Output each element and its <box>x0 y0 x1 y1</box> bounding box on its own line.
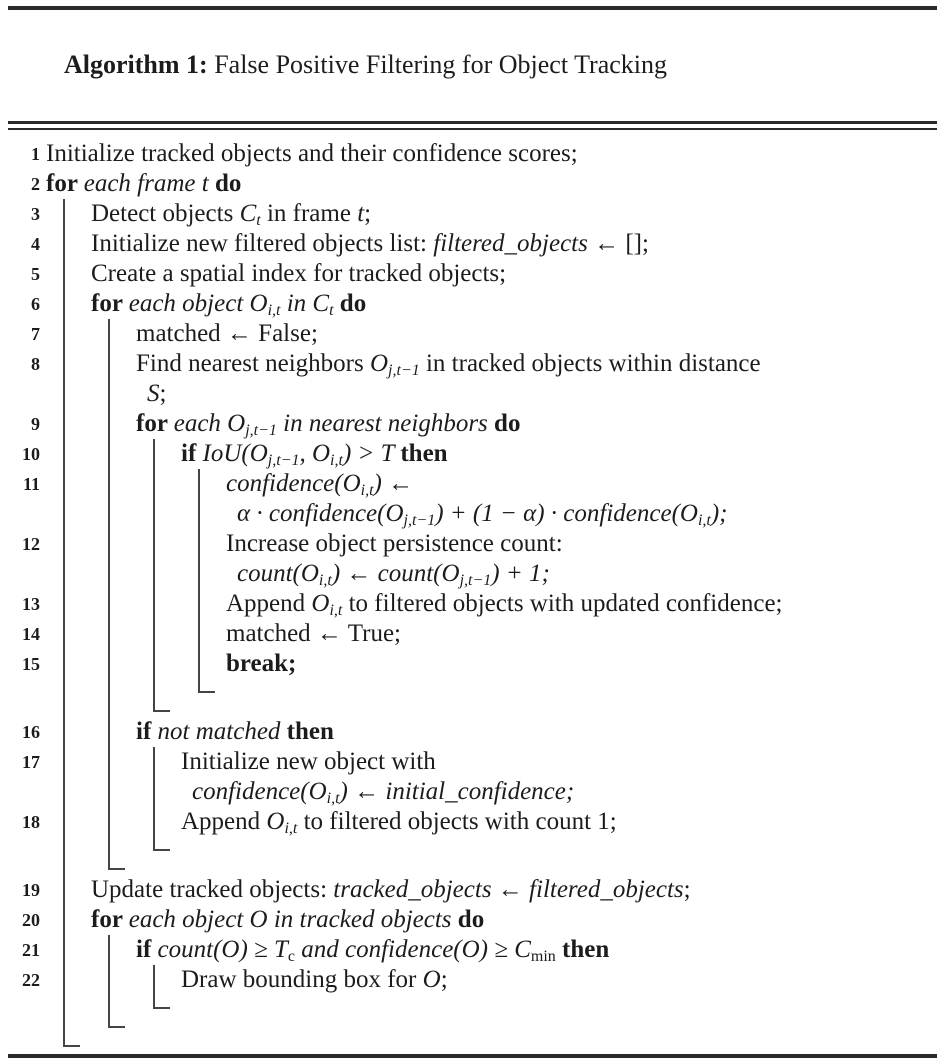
code-segment: Update tracked objects: <box>91 876 334 903</box>
statement-text <box>91 199 933 229</box>
code-segment: ); <box>710 500 728 527</box>
code-segment: Initialize new filtered objects list: <box>91 230 434 257</box>
algorithm-line-19 <box>22 875 933 905</box>
statement-text <box>91 289 933 319</box>
code-segment: t <box>256 211 261 229</box>
algorithm-figure <box>8 6 937 1058</box>
statement-text <box>181 439 933 469</box>
code-segment: S <box>147 380 160 407</box>
code-segment: i,t <box>329 601 343 619</box>
algorithm-line-4 <box>31 229 933 259</box>
line-number: 19 <box>22 880 40 900</box>
code-segment: j,t−1 <box>245 421 277 439</box>
line-number: 4 <box>31 234 40 254</box>
code-segment: ; <box>159 380 167 407</box>
code-segment: Append <box>181 808 267 835</box>
code-segment: then <box>555 936 610 963</box>
line-number: 3 <box>31 204 40 224</box>
statement-text <box>91 905 933 935</box>
code-segment: for <box>136 410 174 437</box>
code-segment: matched ← True; <box>226 620 401 647</box>
code-segment: each object O in tracked objects <box>128 906 458 933</box>
code-segment: tracked_objects <box>333 876 492 903</box>
statement-text <box>181 747 933 777</box>
code-segment: in frame <box>260 200 358 227</box>
code-segment: ) ← initial_confidence; <box>339 778 575 805</box>
statement-text <box>91 259 933 289</box>
code-segment: in tracked objects within distance <box>419 350 761 377</box>
code-segment: ; <box>683 876 691 903</box>
code-segment: if <box>181 440 203 467</box>
code-segment: Append <box>226 590 312 617</box>
line-number: 1 <box>31 144 40 164</box>
code-segment: in C <box>280 290 330 317</box>
algorithm-line-6 <box>31 289 933 319</box>
line-number: 11 <box>22 474 40 494</box>
algorithm-body <box>8 130 937 1054</box>
code-segment: C <box>239 200 257 227</box>
code-segment: ) > T <box>342 440 401 467</box>
code-segment: i,t <box>284 819 298 837</box>
code-segment: do <box>457 906 485 933</box>
code-segment: i,t <box>360 481 374 499</box>
code-segment: ← []; <box>587 230 649 257</box>
code-segment: t <box>329 301 334 319</box>
algorithm-line-22 <box>22 965 933 995</box>
statement-continuation <box>226 499 933 529</box>
statement-text <box>91 875 933 905</box>
line-number: 15 <box>22 654 40 674</box>
code-segment: count(O <box>237 560 319 587</box>
algorithm-block <box>22 935 933 1028</box>
code-segment: Initialize new object with <box>181 748 436 775</box>
algorithm-title-label: Algorithm 1: <box>64 50 208 79</box>
statement-text <box>226 469 933 499</box>
code-segment: , O <box>299 440 331 467</box>
statement-text <box>136 935 933 965</box>
code-segment: each object O <box>128 290 268 317</box>
block-end-tick <box>65 1033 80 1047</box>
algorithm-line-10 <box>22 439 933 469</box>
statement-text <box>91 229 933 259</box>
code-segment: for <box>46 170 84 197</box>
code-segment: matched ← False; <box>136 320 318 347</box>
code-segment: Detect objects <box>91 200 240 227</box>
algorithm-line-3 <box>31 199 933 229</box>
line-number: 20 <box>22 910 40 930</box>
code-segment: and confidence(O) ≥ C <box>295 936 531 963</box>
algorithm-line-11 <box>22 469 933 529</box>
line-number: 17 <box>22 752 40 772</box>
code-segment: not matched <box>157 718 287 745</box>
code-segment: in nearest neighbors <box>276 410 495 437</box>
code-segment: break; <box>226 650 297 677</box>
statement-text <box>226 649 933 679</box>
code-segment: α · confidence(O <box>237 500 404 527</box>
statement-continuation <box>181 777 933 807</box>
title-separator-rule <box>8 121 937 130</box>
line-number: 6 <box>31 294 40 314</box>
code-segment: to filtered objects with updated confidence; <box>342 590 783 617</box>
line-number: 16 <box>22 722 40 742</box>
code-segment: ; <box>440 966 448 993</box>
algorithm-line-8 <box>31 349 933 409</box>
statement-text <box>226 529 933 559</box>
line-number: 2 <box>31 174 40 194</box>
algorithm-line-14 <box>22 619 933 649</box>
algorithm-line-13 <box>22 589 933 619</box>
algorithm-line-9 <box>31 409 933 439</box>
statement-text <box>46 139 933 169</box>
code-segment: ; <box>364 200 372 227</box>
statement-text <box>46 169 933 199</box>
line-number: 13 <box>22 594 40 614</box>
block-end-tick <box>110 856 125 870</box>
algorithm-block <box>22 747 933 851</box>
code-segment: j,t−1 <box>459 571 492 589</box>
line-number: 9 <box>31 414 40 434</box>
code-segment: confidence(O <box>226 470 361 497</box>
algorithm-line-16 <box>22 717 933 747</box>
code-segment: c <box>287 947 296 965</box>
code-segment: Find nearest neighbors <box>136 350 370 377</box>
algorithm-line-2 <box>31 169 933 199</box>
algorithm-line-12 <box>22 529 933 589</box>
code-segment: if <box>136 718 158 745</box>
algorithm-line-1 <box>31 139 933 169</box>
code-segment: i,t <box>267 301 281 319</box>
line-number: 7 <box>31 324 40 344</box>
block-end-tick <box>110 1014 125 1028</box>
code-segment: confidence(O <box>192 778 327 805</box>
line-number: 12 <box>22 534 40 554</box>
algorithm-block <box>22 439 933 712</box>
statement-continuation <box>226 559 933 589</box>
statement-text <box>136 717 933 747</box>
code-segment: O <box>266 808 285 835</box>
code-segment: then <box>286 718 334 745</box>
code-segment: ) ← <box>373 470 414 497</box>
algorithm-block <box>22 469 933 693</box>
algorithm-line-15 <box>22 649 933 679</box>
code-segment: t <box>357 200 365 227</box>
code-segment: each frame t <box>83 170 215 197</box>
algorithm-line-20 <box>22 905 933 935</box>
statement-text <box>136 409 933 439</box>
code-segment: for <box>91 290 129 317</box>
algorithm-block <box>22 319 933 870</box>
algorithm-line-21 <box>22 935 933 965</box>
line-number: 22 <box>22 970 40 990</box>
code-segment: Increase object persistence count: <box>226 530 563 557</box>
algorithm-title-text: False Positive Filtering for Object Tracking <box>207 50 668 79</box>
code-segment: for <box>91 906 129 933</box>
block-end-tick <box>155 698 170 712</box>
code-segment: O <box>311 590 330 617</box>
line-number: 14 <box>22 624 40 644</box>
code-segment: then <box>400 440 448 467</box>
code-segment: j,t−1 <box>388 361 420 379</box>
algorithm-line-17 <box>22 747 933 807</box>
statement-text <box>226 589 933 619</box>
code-segment: i,t <box>330 451 343 469</box>
statement-continuation <box>136 379 933 409</box>
code-segment: each O <box>173 410 246 437</box>
statement-text <box>136 349 933 379</box>
code-segment: ) ← count(O <box>331 560 460 587</box>
code-segment: do <box>333 290 367 317</box>
statement-text <box>136 319 933 349</box>
code-segment: to filtered objects with count 1; <box>297 808 617 835</box>
code-segment: i,t <box>697 511 711 529</box>
code-segment: min <box>530 947 556 965</box>
code-segment: count(O) ≥ T <box>157 936 288 963</box>
code-segment: Initialize tracked objects and their confidence scores; <box>46 140 578 167</box>
code-segment: j,t−1 <box>403 511 436 529</box>
algorithm-block <box>22 199 933 1047</box>
code-segment: j,t−1 <box>267 451 300 469</box>
block-end-tick <box>155 837 170 851</box>
block-end-tick <box>155 995 170 1009</box>
statement-text <box>181 807 933 837</box>
line-number: 21 <box>22 940 40 960</box>
algorithm-line-7 <box>31 319 933 349</box>
statement-text <box>181 965 933 995</box>
code-segment: ) + (1 − α) · confidence(O <box>435 500 698 527</box>
algorithm-block <box>22 965 933 1009</box>
code-segment: ← <box>491 876 530 903</box>
line-number: 8 <box>31 354 40 374</box>
algorithm-line-18 <box>22 807 933 837</box>
code-segment: O <box>369 350 389 377</box>
block-end-tick <box>200 679 215 693</box>
code-segment: i,t <box>326 789 340 807</box>
code-segment: filtered_objects <box>433 230 588 257</box>
line-number: 5 <box>31 264 40 284</box>
line-number: 10 <box>22 444 40 464</box>
algorithm-title <box>8 10 937 121</box>
code-segment: O <box>422 966 441 993</box>
code-segment: IoU(O <box>202 440 268 467</box>
code-segment: Draw bounding box for <box>181 966 423 993</box>
code-segment: ) + 1; <box>491 560 550 587</box>
code-segment: filtered_objects <box>529 876 684 903</box>
code-segment: do <box>494 410 521 437</box>
code-segment: do <box>214 170 242 197</box>
statement-text <box>226 619 933 649</box>
line-number: 18 <box>22 812 40 832</box>
code-segment: i,t <box>318 571 332 589</box>
code-segment: if <box>136 936 158 963</box>
code-segment: Create a spatial index for tracked objects; <box>91 260 507 287</box>
algorithm-line-5 <box>31 259 933 289</box>
